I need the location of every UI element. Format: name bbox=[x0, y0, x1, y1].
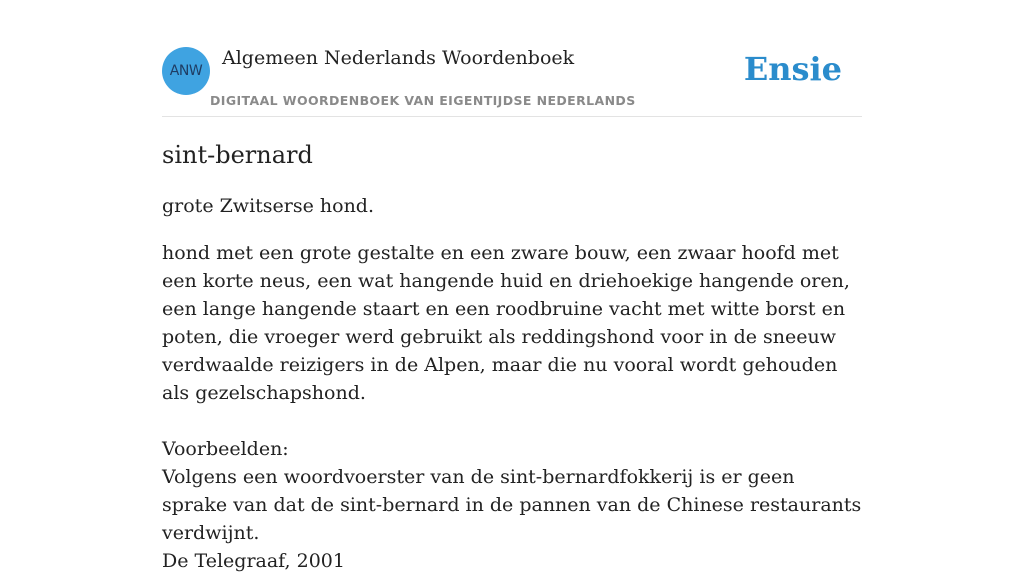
site-title[interactable]: Algemeen Nederlands Woordenboek bbox=[222, 47, 575, 69]
example-text: Volgens een woordvoerster van de sint-bernardfokkerij is er geen sprake van dat de sint-bernard in de pannen van de Chinese restaurants verdwijnt. bbox=[162, 466, 862, 544]
examples-section bbox=[162, 435, 862, 575]
long-definition: hond met een grote gestalte en een zware bouw, een zwaar hoofd met een korte neus, een wat hangende huid en driehoekige hangende oren, een lange hangende staart en een roodbruine vacht met witte borst en poten, die vroeger werd gebruikt als reddingshond voor in de sneeuw verdwaalde reizigers in de Alpen, maar die nu vooral wordt gehouden als gezelschapshond. bbox=[162, 242, 850, 404]
example-source: De Telegraaf, 2001 bbox=[162, 550, 345, 572]
anw-logo[interactable]: ANW bbox=[162, 47, 210, 95]
entry-content bbox=[162, 138, 862, 575]
entry-term: sint-bernard bbox=[162, 141, 313, 169]
ensie-brand-logo[interactable]: Ensie bbox=[743, 50, 842, 88]
site-header bbox=[162, 0, 862, 117]
site-tagline: DIGITAAL WOORDENBOEK VAN EIGENTIJDSE NEDERLANDS bbox=[210, 93, 636, 108]
short-definition: grote Zwitserse hond. bbox=[162, 195, 375, 217]
examples-label: Voorbeelden: bbox=[162, 438, 289, 460]
